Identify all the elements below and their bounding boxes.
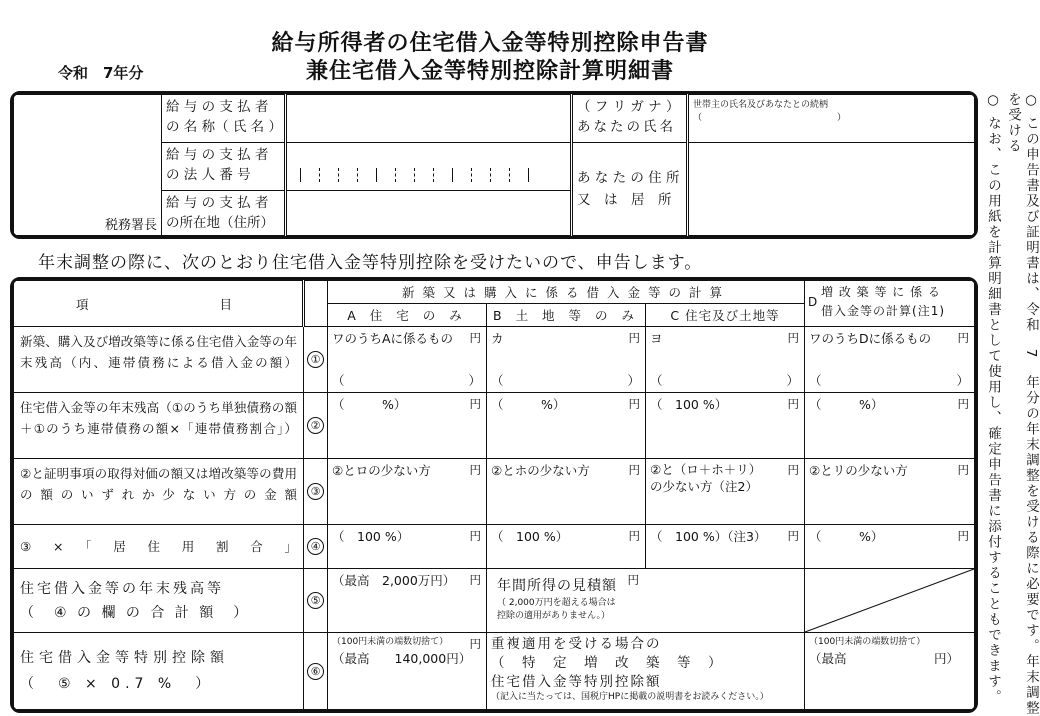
row1-col-d[interactable]: ワのうちDに係るもの 円 （ ） bbox=[805, 327, 975, 393]
row2-number: ② bbox=[304, 393, 328, 459]
row4-col-c[interactable]: （ 100 %）（注3） 円 bbox=[646, 525, 805, 569]
row3-number: ③ bbox=[304, 459, 328, 525]
row6-duplicate-application[interactable]: 重複適用を受ける場合の （ 特 定 増 改 築 等 ） 住宅借入金等特別控除額 （記入に当たっては、国税庁HPに掲載の説明書をお読みください。） bbox=[487, 633, 805, 710]
row5-income-estimate[interactable]: 年間所得の見積額 （ 2,000万円を超える場合は 控除の適用がありません。） 円 bbox=[487, 569, 805, 633]
row4-item: ③ × 「 居 住 用 割 合 」 bbox=[14, 525, 304, 569]
your-address-label-cell: あ な た の 住 所 又 は 居 所 bbox=[572, 143, 688, 236]
row4-col-d[interactable]: （ %） 円 bbox=[805, 525, 975, 569]
row1-col-b[interactable]: カ 円 （ ） bbox=[487, 327, 646, 393]
row5-col-d-blank bbox=[805, 569, 975, 633]
row3-col-a[interactable]: ②とロの少ない方 円 bbox=[328, 459, 487, 525]
payer-number-field[interactable] bbox=[286, 143, 572, 191]
form-title-line1: 給与所得者の住宅借入金等特別控除申告書 bbox=[271, 31, 709, 56]
payer-address-field[interactable] bbox=[286, 191, 572, 236]
row2-col-b[interactable]: （ %） 円 bbox=[487, 393, 646, 459]
side-note-2: ○ なお、この用紙を計算明細書として使用し、確定申告書に添付することもできます。 bbox=[985, 92, 1001, 706]
col-c-header: C 住宅及び土地等 bbox=[646, 304, 805, 327]
tax-office-cell[interactable] bbox=[14, 95, 162, 236]
row2-col-a[interactable]: （ %） 円 bbox=[328, 393, 487, 459]
payer-name-label-cell: 給 与 の 支 払 者 の 名 称（ 氏 名 ） bbox=[162, 95, 286, 143]
row5-col-a[interactable]: （最高 2,000万円） 円 bbox=[328, 569, 487, 633]
payer-name-field[interactable] bbox=[286, 95, 572, 143]
row4-col-a[interactable]: （ 100 %） 円 bbox=[328, 525, 487, 569]
row2-item: 住宅借入金等の年末残高（①のうち単独債務の額＋①のうち連帯債務の額×「連帯債務割合」） bbox=[14, 393, 304, 459]
side-note-1: ○ この申告書及び証明書は、令和 7 年分の年末調整を受ける際に必要です。年末調整を受ける bbox=[1005, 92, 1039, 716]
row6-number: ⑥ bbox=[304, 633, 328, 710]
declaration-text: 年末調整の際に、次のとおり住宅借入金等特別控除を受けたいので、申告します。 bbox=[38, 253, 703, 273]
row3-col-d[interactable]: ②とリの少ない方 円 bbox=[805, 459, 975, 525]
col-a-header: A 住 宅 の み bbox=[328, 304, 487, 327]
row1-number: ① bbox=[304, 327, 328, 393]
row2-col-d[interactable]: （ %） 円 bbox=[805, 393, 975, 459]
row6-col-d[interactable]: （100円未満の端数切捨て） （最高 円） bbox=[805, 633, 975, 710]
col-d-header: D 増 改 築 等 に 係 る 借入金等の計算(注1) bbox=[805, 281, 975, 327]
col-b-header: B 土 地 等 の み bbox=[487, 304, 646, 327]
row5-number: ⑤ bbox=[304, 569, 328, 633]
row4-col-b[interactable]: （ 100 %） 円 bbox=[487, 525, 646, 569]
form-title-line2: 兼住宅借入金等特別控除計算明細書 bbox=[305, 59, 674, 84]
era-year-label: 令和 7年分 bbox=[58, 64, 144, 82]
row3-col-b[interactable]: ②とホの少ない方 円 bbox=[487, 459, 646, 525]
income-estimate-note: （ 2,000万円を超える場合は 控除の適用がありません。） bbox=[497, 598, 616, 621]
row2-col-c[interactable]: （ 100 %） 円 bbox=[646, 393, 805, 459]
row1-col-c[interactable]: ヨ 円 （ ） bbox=[646, 327, 805, 393]
calculation-box bbox=[10, 277, 978, 713]
row4-number: ④ bbox=[304, 525, 328, 569]
applicant-info-box bbox=[10, 91, 978, 239]
row6-col-a[interactable]: （100円未満の端数切捨て） （最高 140,000円） 円 bbox=[328, 633, 487, 710]
income-estimate-label: 年間所得の見積額 bbox=[497, 578, 617, 594]
item-header: 項 目 bbox=[14, 281, 304, 327]
your-name-label-cell: （ フ リ ガ ナ ） あなたの氏名 bbox=[572, 95, 688, 143]
row3-item: ②と証明事項の取得対価の額又は増改築等の費用の額のいずれか少ない方の金額 bbox=[14, 459, 304, 525]
your-address-field[interactable] bbox=[688, 143, 975, 236]
payer-address-label-cell: 給 与 の 支 払 者 の所在地（住所） bbox=[162, 191, 286, 236]
row3-col-c[interactable]: ②と（ロ＋ホ＋リ） の少ない方（注2） 円 bbox=[646, 459, 805, 525]
your-name-field[interactable] bbox=[688, 95, 975, 143]
head-of-household-label: 世帯主の氏名及びあなたとの続柄（ ） bbox=[693, 100, 847, 123]
row1-item: 新築、購入及び増改築等に係る住宅借入金等の年末残高（内、連帯債務による借入金の額） bbox=[14, 327, 304, 393]
new-purchase-group-header: 新築又は購入に係る借入金等の計算 bbox=[328, 281, 805, 304]
diagonal-strike bbox=[805, 569, 974, 632]
tax-office-label: 税務署長 bbox=[104, 218, 157, 233]
payer-number-label-cell: 給 与 の 支 払 者 の 法 人 番 号 bbox=[162, 143, 286, 191]
row5-item: 住宅借入金等の年末残高等 （ ④ の 欄 の 合 計 額 ） bbox=[14, 569, 304, 633]
row6-item: 住宅借入金等特別控除額 （ ⑤ × 0.7 % ） bbox=[14, 633, 304, 710]
row1-col-a[interactable]: ワのうちAに係るもの 円 （ ） bbox=[328, 327, 487, 393]
